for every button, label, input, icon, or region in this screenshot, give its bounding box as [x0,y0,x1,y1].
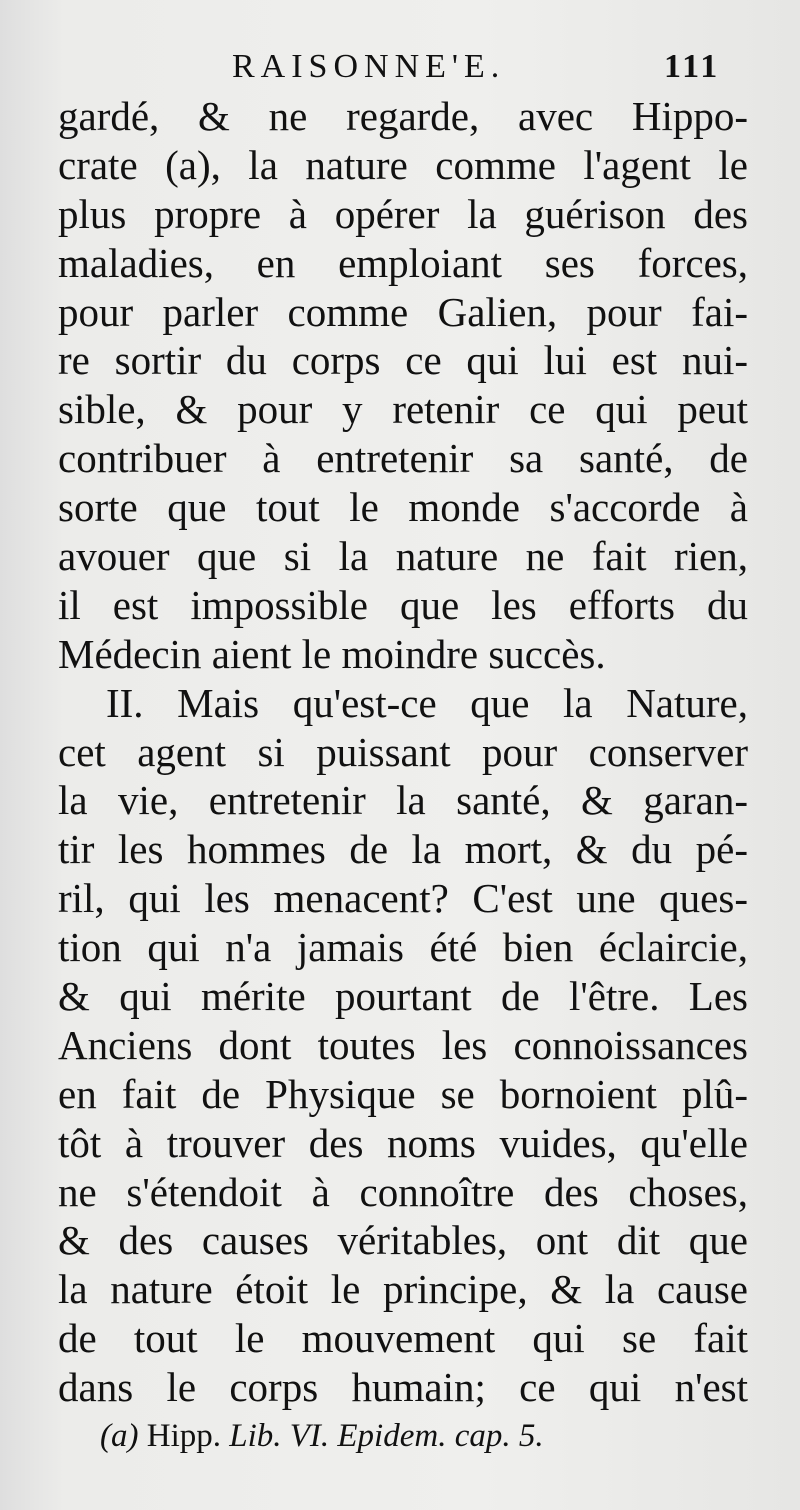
running-head-title: RAISONNE'E. [232,48,506,85]
text-line: ne s'étendoit à connoître des choses, [58,1168,748,1215]
text-line: cet agent si puissant pour conserver [58,728,748,775]
text-line: & des causes véritables, ont dit que [58,1217,748,1264]
text-line: tir les hommes de la mort, & du pé- [58,826,748,873]
text-line: maladies, en emploiant ses forces, [58,239,748,286]
text-line: sible, & pour y retenir ce qui peut [58,386,748,433]
text-line: sorte que tout le monde s'accorde à [58,484,748,531]
text-line: en fait de Physique se bornoient plû- [58,1070,748,1117]
text-line: contribuer à entretenir sa santé, de [58,435,748,482]
text-line: crate (a), la nature comme l'agent le [58,141,748,188]
footnote-author: Hipp. [146,1418,221,1454]
text-line: tion qui n'a jamais été bien éclaircie, [58,924,748,971]
text-line: & qui mérite pourtant de l'être. Les [58,973,748,1020]
text-line: de tout le mouvement qui se fait [58,1315,748,1362]
text-line: la vie, entretenir la santé, & garan- [58,777,748,824]
text-line: il est impossible que les efforts du [58,581,748,628]
text-line: Anciens dont toutes les connoissances [58,1021,748,1068]
text-line: re sortir du corps ce qui lui est nui- [58,337,748,384]
paragraph-start-line: II. Mais qu'est-ce que la Nature, [106,679,748,726]
body-text [58,92,748,1412]
page-number: 111 [664,48,721,85]
text-line: tôt à trouver des noms vuides, qu'elle [58,1119,748,1166]
text-line: ril, qui les menacent? C'est une ques- [58,875,748,922]
footnote-marker: (a) [100,1418,139,1454]
running-head [0,48,800,88]
footnote-work: Lib. VI. Epidem. cap. 5. [229,1418,544,1454]
text-line: la nature étoit le principe, & la cause [58,1266,748,1313]
paragraph-end-line: Médecin aient le moindre succès. [58,630,606,677]
text-line: avouer que si la nature ne fait rien, [58,533,748,580]
text-line: pour parler comme Galien, pour fai- [58,288,748,335]
footnote [100,1418,544,1455]
text-line: dans le corps humain; ce qui n'est [58,1364,748,1411]
text-line: plus propre à opérer la guérison des [58,190,748,237]
text-line: gardé, & ne regarde, avec Hippo- [58,93,748,139]
